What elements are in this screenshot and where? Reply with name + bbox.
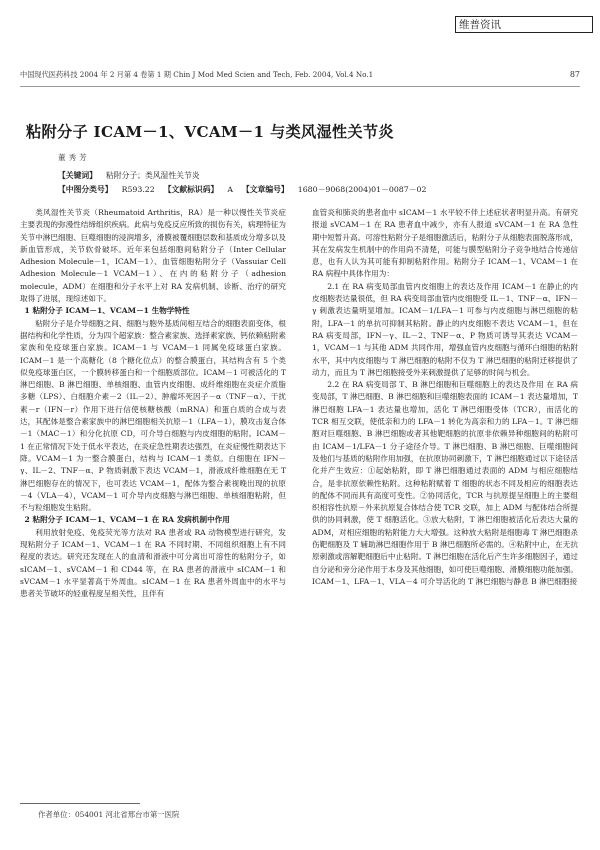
paragraph: 2.1 在 RA 病变局部血管内皮细胞上的表达及作用 ICAM－1 在静止的内皮细胞表达量很低，但 RA 病变局部血管内皮细胞受 IL－1、TNF－α、IFN－γ 刺激表达量明显增加。ICAM－1/LFA－1 可参与内皮细胞与淋巴细胞的粘附，LFA－1 的单抗可抑制其粘附。静止的内皮细胞不表达 VCAM－1，但在 RA 病变局部，IFN－γ、IL－2、TNF－α、P 物质可诱导其表达 VCAM－1，VCAM－1 与其他 ADM 共同作用，增强血管内皮细胞与循环白细胞的粘附水平，其中内皮细胞与 T 淋巴细胞的粘附不仅为 T 淋巴细胞的粘附迁移提供了动力，而且为 T 淋巴细胞接受外来刺激提供了足够的时间与机会。 [312, 281, 578, 377]
article-no-label: 【文章编号】 [241, 185, 289, 194]
paragraph: 粘附分子是介导细胞之间、细胞与胞外基质间相互结合的细胞表面变体，根据结构和化学性质，分为四个超家族：整合素家族、选择素家族、钙依赖粘附素家族和免疫球蛋白家族。ICAM－1 与 VCAM－1 同属免疫球蛋白家族。ICAM－1 是一个高糖化（8 个糖化位点）的整合膜蛋白，其结构含有 5 个类似免疫球蛋白区，一个膜转移蛋白和一个细胞质部位。ICAM－1 可被活化的 T 淋巴细胞、B 淋巴细胞、单核细胞、血管内皮细胞、成纤维细胞在炎症介质脂多糖（LPS）、白细胞介素－2（IL－2）、肿瘤坏死因子－α（TNF－α）、干扰素－r（IFN－r）作用下进行信使核糖核酸（mRNA）和蛋白质的合成与表达，其配体是整合素家族中的淋巴细胞相关抗原－1（LFA－1），膜攻击复合体－1（MAC－1）和分化抗原 CD，可介导白细胞与内皮细胞的粘附。ICAM－1 在正常情况下处于低水平表达，在炎症急性期表达强烈，在炎症慢性期表达下降。VCAM－1 为一整合膜蛋白，结构与 ICAM－1 类似。白细胞在 IFN－γ、IL－2、TNF－α、P 物质刺激下表达 VCAM－1，滑液成纤维细胞在无 T 淋巴细胞存在的情况下，也可表达 VCAM－1，配体为整合素视晚出现的抗原－4（VLA－4），VCAM－1 可介导内皮细胞与淋巴细胞、单核细胞粘附，但不与粒细胞发生粘附。 [20, 318, 286, 513]
corner-tag: 维普资讯 [455, 16, 593, 33]
classification: R593.22 [121, 185, 155, 194]
article-no: 1680－9068(2004)01－0087－02 [297, 185, 427, 194]
running-head [20, 67, 580, 83]
classification-line [58, 184, 426, 195]
header-rule [20, 86, 580, 87]
page-number: 87 [569, 70, 580, 79]
keywords: 粘附分子；类风湿性关节炎 [105, 171, 200, 180]
keywords-label: 【关键词】 [58, 171, 97, 180]
keywords-line [58, 170, 200, 181]
paragraph: 2.2 在 RA 病变局部 T、B 淋巴细胞和巨噬细胞上的表达及作用 在 RA 病变局部，T 淋巴细胞、B 淋巴细胞和巨噬细胞表面的 ICAM－1 表达量增加，T 淋巴细胞 LFA－1 表达量也增加，活化 T 淋巴细胞受体（TCR），而活化的 TCR 相互交联，使低亲和力的 LFA－1 转化为高亲和力的 LFA－1。T 淋巴细胞对巨噬细胞、B 淋巴细胞或者其他靶细胞的抗原非依赖异种细胞间的粘附可由 ICAM－1/LFA－1 分子途径介导。T 淋巴细胞、B 淋巴细胞、巨噬细胞间及他们与基质的粘附作用加强，在抗原协同刺激下，T 淋巴细胞通过以下途径活化并产生效应：①起始粘附，即 T 淋巴细胞通过表面的 ADM 与相应细胞结合，是非抗原依赖性粘附。这种粘附赋着 T 细胞的状态不同及相应的细胞表达的配体不同而具有高度可变性。②协同活化，TCR 与抗原提呈细胞上的主要组织相容性抗原－外来抗原复合体结合使 TCR 交联，加上 ADM 与配体结合所提供的协同刺激，使 T 细胞活化。③放大粘附，T 淋巴细胞被活化后表达大量的 ADM，对相应细胞的粘附能力大大增强。这种放大粘附是细胞毒 T 淋巴细胞杀伤靶细胞及 T 辅助淋巴细胞作用于 B 淋巴细胞所必需的。④粘附中止，在无抗原刺激或溶解靶细胞后中止粘附。T 淋巴细胞在活化后产生许多细胞因子，通过自分泌和旁分泌作用于本身及其他细胞，如可使巨噬细胞、滑膜细胞功能加强。ICAM－1、LFA－1、VLA－4 可介导活化的 T 淋巴细胞与静息 B 淋巴细胞接 [312, 380, 578, 586]
section-heading: 1 粘附分子 ICAM－1、VCAM－1 生物学特性 [24, 306, 190, 316]
classification-label: 【中图分类号】 [58, 185, 113, 194]
left-column [20, 207, 286, 601]
author: 董秀芳 [58, 153, 90, 162]
journal-citation: 中国现代医药科技 2004 年 2 月第 4 卷第 1 期 Chin J Mod Med Scien and Tech, Feb. 2004, Vol.4 No.1 [20, 70, 374, 79]
doc-code: A [227, 185, 233, 194]
paragraph: 利用放射免疫、免疫荧光等方法对 RA 患者或 RA 动物模型进行研究，发现粘附分子 ICAM－1、VCAM－1 在 RA 不同时期、不同组织细胞上有不同程度的表达。研究还发现在人的血清和滑液中可分离出可溶性的粘附分子，如 sICAM－1、sVCAM－1 和 CD44 等，在 RA 患者的滑液中 sICAM－1 和 sVCAM－1 水平显著高于外周血。sICAM－1 在 RA 患者外周血中的水平与患者关节破坏的轻重程度呈相关性，且伴有 [20, 527, 286, 599]
section-heading: 2 粘附分子 ICAM－1、VCAM－1 在 RA 发病机制中作用 [24, 515, 230, 525]
doc-code-label: 【文献标识码】 [163, 185, 219, 194]
right-column [312, 207, 578, 588]
paragraph: 血管炎和肺炎的患者血中 sICAM－1 水平较不伴上述症状者明显升高。有研究报道 sVCAM－1 在 RA 患者血中减少，亦有人报道 sVCAM－1 在 RA 急性期中短暂升高。可溶性粘附分子是细胞激活后，粘附分子从细胞表面脱落形成，其在发病发生机制中的作用尚不清楚，可能与膜型粘附分子竞争地结合传递信息，也有人认为其可能有抑制粘附作用。粘附分子 ICAM－1、VCAM－1 在 RA 病程中具体作用为： [312, 208, 578, 279]
footnote-rule [20, 803, 140, 804]
author-affiliation: 作者单位：054001 河北省邢台市第一医院 [38, 810, 180, 819]
paragraph: 类风湿性关节炎（Rheumatoid Arthritis，RA）是一种以慢性关节炎症主要表现的弥漫性结缔组织疾病。此病与免疫反应所致的损伤有关，病理特征为关节中淋巴细胞、巨噬细胞的浸润增多，滑膜被覆细胞层数和基质成分增多以及新血管形成，关节软骨破坏。近年来包括细胞间粘附分子（Inter Cellular Adhesion Molecule－1，ICAM－1）、血管细胞粘附分子（Vassuiar Cell Adhesion Molecule－1 VCAM－1）、在内的粘附分子（adhesion molecule，ADM）在细胞和分子水平上对 RA 发病机制、诊断、治疗的研究取得了进展，现综述如下。 [20, 208, 286, 304]
article-title: 粘附分子 ICAM－1、VCAM－1 与类风湿性关节炎 [26, 123, 394, 141]
